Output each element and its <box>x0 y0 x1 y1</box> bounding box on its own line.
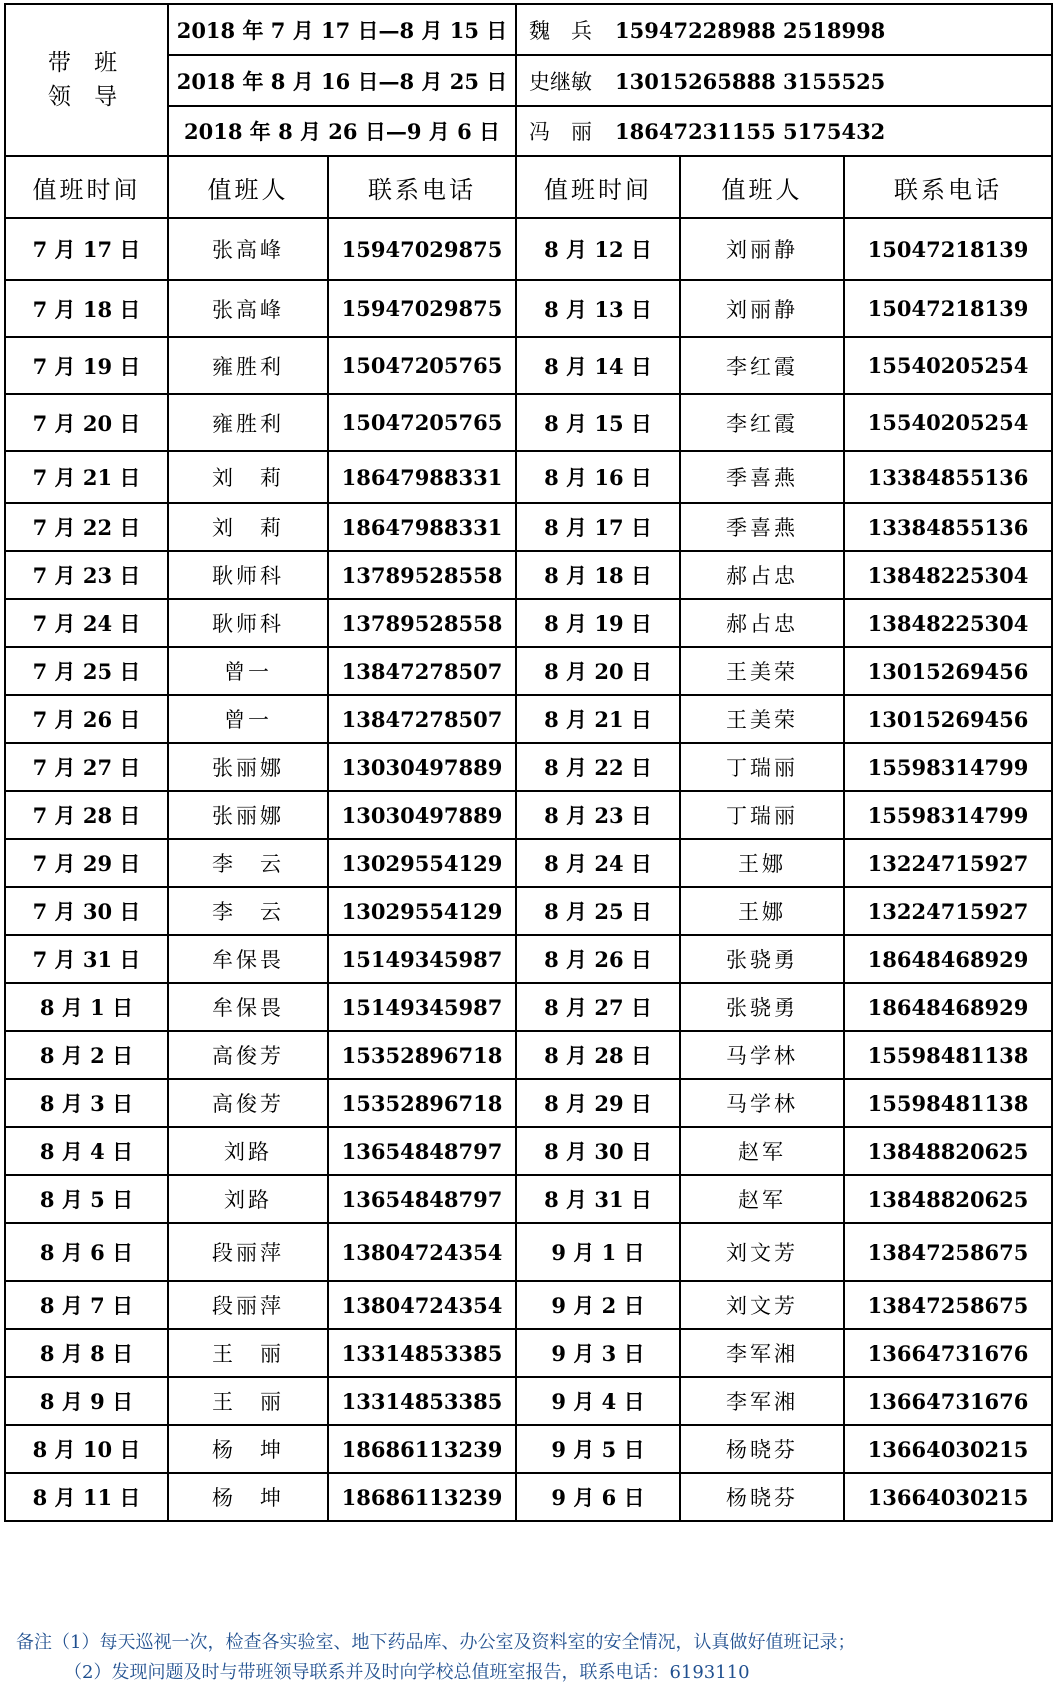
leader-name: 冯 丽 <box>529 120 593 144</box>
header-duty-person: 值班人 <box>680 156 844 218</box>
duty-date-cell: 7 月 27 日 <box>5 743 168 791</box>
phone-cell: 15540205254 <box>844 337 1052 394</box>
leader-office-phone: 2518998 <box>783 17 886 43</box>
phone-cell: 13804724354 <box>328 1223 516 1281</box>
phone-cell: 13029554129 <box>328 887 516 935</box>
phone-cell: 13384855136 <box>844 503 1052 551</box>
leader-name: 魏 兵 <box>529 18 593 43</box>
table-row <box>5 1329 1052 1377</box>
duty-person-cell: 王 丽 <box>168 1377 328 1425</box>
duty-date-cell: 8 月 27 日 <box>516 983 680 1031</box>
duty-date-cell: 8 月 30 日 <box>516 1127 680 1175</box>
leader-row <box>5 4 1052 55</box>
duty-date-cell: 7 月 30 日 <box>5 887 168 935</box>
duty-schedule-sheet <box>4 3 1051 1522</box>
phone-cell: 13848820625 <box>844 1127 1052 1175</box>
duty-person-cell: 耿师科 <box>168 599 328 647</box>
phone-cell: 13664030215 <box>844 1425 1052 1473</box>
duty-person-cell: 曾一 <box>168 695 328 743</box>
table-row <box>5 647 1052 695</box>
duty-person-cell: 张丽娜 <box>168 791 328 839</box>
duty-person-cell: 杨 坤 <box>168 1473 328 1521</box>
duty-person-cell: 李 云 <box>168 839 328 887</box>
leader-info <box>516 106 1052 156</box>
duty-date-cell: 8 月 22 日 <box>516 743 680 791</box>
duty-person-cell: 李红霞 <box>680 337 844 394</box>
duty-date-cell: 8 月 23 日 <box>516 791 680 839</box>
table-row <box>5 695 1052 743</box>
duty-person-cell: 季喜燕 <box>680 503 844 551</box>
phone-cell: 13015269456 <box>844 647 1052 695</box>
phone-cell: 13847258675 <box>844 1281 1052 1329</box>
duty-date-cell: 7 月 26 日 <box>5 695 168 743</box>
leader-office-phone: 3155525 <box>783 68 886 94</box>
duty-date-cell: 7 月 20 日 <box>5 394 168 451</box>
duty-date-cell: 8 月 8 日 <box>5 1329 168 1377</box>
duty-date-cell: 9 月 5 日 <box>516 1425 680 1473</box>
table-row <box>5 1377 1052 1425</box>
phone-cell: 13654848797 <box>328 1127 516 1175</box>
table-row <box>5 791 1052 839</box>
duty-person-cell: 刘路 <box>168 1127 328 1175</box>
duty-person-cell: 张丽娜 <box>168 743 328 791</box>
table-row <box>5 1127 1052 1175</box>
notes <box>16 1628 1046 1688</box>
duty-person-cell: 刘丽静 <box>680 280 844 337</box>
header-duty-date: 值班时间 <box>516 156 680 218</box>
phone-cell: 18647988331 <box>328 503 516 551</box>
phone-cell: 13030497889 <box>328 743 516 791</box>
phone-cell: 18686113239 <box>328 1425 516 1473</box>
note-line-1: 备注（1）每天巡视一次，检查各实验室、地下药品库、办公室及资料室的安全情况，认真做好值班记录； <box>16 1632 856 1653</box>
table-row <box>5 743 1052 791</box>
phone-cell: 13848225304 <box>844 599 1052 647</box>
duty-date-cell: 8 月 18 日 <box>516 551 680 599</box>
phone-cell: 13029554129 <box>328 839 516 887</box>
table-row <box>5 551 1052 599</box>
duty-date-cell: 7 月 25 日 <box>5 647 168 695</box>
duty-person-cell: 马学林 <box>680 1031 844 1079</box>
duty-schedule-table <box>4 3 1053 1522</box>
table-row <box>5 839 1052 887</box>
phone-cell: 18647988331 <box>328 451 516 503</box>
table-row <box>5 887 1052 935</box>
leader-title-line1: 带 班 <box>47 50 126 76</box>
table-row <box>5 1031 1052 1079</box>
duty-person-cell: 刘 莉 <box>168 503 328 551</box>
duty-person-cell: 杨晓芬 <box>680 1473 844 1521</box>
phone-cell: 13847258675 <box>844 1223 1052 1281</box>
duty-date-cell: 8 月 20 日 <box>516 647 680 695</box>
phone-cell: 15047205765 <box>328 394 516 451</box>
phone-cell: 18648468929 <box>844 935 1052 983</box>
header-duty-date: 值班时间 <box>5 156 168 218</box>
table-row <box>5 1223 1052 1281</box>
phone-cell: 13015269456 <box>844 695 1052 743</box>
duty-date-cell: 8 月 15 日 <box>516 394 680 451</box>
table-row <box>5 337 1052 394</box>
header-contact-phone: 联系电话 <box>844 156 1052 218</box>
phone-cell: 13847278507 <box>328 695 516 743</box>
duty-person-cell: 李 云 <box>168 887 328 935</box>
leader-office-phone: 5175432 <box>783 119 886 144</box>
phone-cell: 15047218139 <box>844 280 1052 337</box>
table-row <box>5 1473 1052 1521</box>
duty-person-cell: 王美荣 <box>680 647 844 695</box>
duty-date-cell: 8 月 7 日 <box>5 1281 168 1329</box>
phone-cell: 13384855136 <box>844 451 1052 503</box>
duty-person-cell: 张高峰 <box>168 280 328 337</box>
duty-person-cell: 季喜燕 <box>680 451 844 503</box>
duty-date-cell: 7 月 19 日 <box>5 337 168 394</box>
duty-date-cell: 8 月 3 日 <box>5 1079 168 1127</box>
table-row <box>5 1425 1052 1473</box>
phone-cell: 15598314799 <box>844 743 1052 791</box>
duty-person-cell: 牟保畏 <box>168 935 328 983</box>
duty-person-cell: 段丽萍 <box>168 1281 328 1329</box>
phone-cell: 13789528558 <box>328 551 516 599</box>
phone-cell: 15540205254 <box>844 394 1052 451</box>
duty-date-cell: 7 月 24 日 <box>5 599 168 647</box>
duty-person-cell: 李红霞 <box>680 394 844 451</box>
phone-cell: 13314853385 <box>328 1377 516 1425</box>
phone-cell: 15598481138 <box>844 1079 1052 1127</box>
leader-phone: 13015265888 <box>615 68 776 94</box>
duty-date-cell: 8 月 6 日 <box>5 1223 168 1281</box>
duty-person-cell: 刘文芳 <box>680 1223 844 1281</box>
duty-date-cell: 9 月 3 日 <box>516 1329 680 1377</box>
phone-cell: 15149345987 <box>328 983 516 1031</box>
phone-cell: 13848820625 <box>844 1175 1052 1223</box>
leader-phone: 15947228988 <box>615 17 776 43</box>
phone-cell: 18648468929 <box>844 983 1052 1031</box>
duty-date-cell: 8 月 26 日 <box>516 935 680 983</box>
duty-person-cell: 杨晓芬 <box>680 1425 844 1473</box>
duty-date-cell: 8 月 16 日 <box>516 451 680 503</box>
header-duty-person: 值班人 <box>168 156 328 218</box>
duty-date-cell: 8 月 19 日 <box>516 599 680 647</box>
duty-person-cell: 曾一 <box>168 647 328 695</box>
duty-date-cell: 8 月 1 日 <box>5 983 168 1031</box>
leader-info <box>516 4 1052 55</box>
duty-person-cell: 李军湘 <box>680 1377 844 1425</box>
duty-date-cell: 9 月 4 日 <box>516 1377 680 1425</box>
duty-date-cell: 8 月 24 日 <box>516 839 680 887</box>
duty-date-cell: 8 月 4 日 <box>5 1127 168 1175</box>
table-row <box>5 1175 1052 1223</box>
duty-date-cell: 7 月 29 日 <box>5 839 168 887</box>
phone-cell: 13224715927 <box>844 839 1052 887</box>
duty-person-cell: 刘丽静 <box>680 218 844 280</box>
leader-phone: 18647231155 <box>615 119 776 144</box>
duty-person-cell: 马学林 <box>680 1079 844 1127</box>
duty-date-cell: 7 月 22 日 <box>5 503 168 551</box>
duty-date-cell: 8 月 29 日 <box>516 1079 680 1127</box>
phone-cell: 13654848797 <box>328 1175 516 1223</box>
leader-title-line2: 领 导 <box>47 84 126 110</box>
duty-person-cell: 丁瑞丽 <box>680 791 844 839</box>
duty-person-cell: 雍胜利 <box>168 394 328 451</box>
table-row <box>5 451 1052 503</box>
duty-date-cell: 8 月 12 日 <box>516 218 680 280</box>
duty-person-cell: 郝占忠 <box>680 599 844 647</box>
duty-person-cell: 耿师科 <box>168 551 328 599</box>
duty-date-cell: 7 月 31 日 <box>5 935 168 983</box>
duty-person-cell: 王娜 <box>680 887 844 935</box>
phone-cell: 15352896718 <box>328 1031 516 1079</box>
duty-date-cell: 9 月 1 日 <box>516 1223 680 1281</box>
duty-person-cell: 张高峰 <box>168 218 328 280</box>
duty-date-cell: 7 月 21 日 <box>5 451 168 503</box>
phone-cell: 15352896718 <box>328 1079 516 1127</box>
duty-date-cell: 7 月 23 日 <box>5 551 168 599</box>
duty-person-cell: 高俊芳 <box>168 1031 328 1079</box>
table-row <box>5 280 1052 337</box>
table-row <box>5 1079 1052 1127</box>
duty-date-cell: 8 月 9 日 <box>5 1377 168 1425</box>
duty-person-cell: 赵军 <box>680 1127 844 1175</box>
phone-cell: 13804724354 <box>328 1281 516 1329</box>
duty-person-cell: 张骁勇 <box>680 935 844 983</box>
table-row <box>5 1281 1052 1329</box>
phone-cell: 18686113239 <box>328 1473 516 1521</box>
duty-person-cell: 刘路 <box>168 1175 328 1223</box>
phone-cell: 13664731676 <box>844 1377 1052 1425</box>
duty-person-cell: 郝占忠 <box>680 551 844 599</box>
duty-person-cell: 王美荣 <box>680 695 844 743</box>
note-line-2: （2）发现问题及时与带班领导联系并及时向学校总值班室报告，联系电话：6193110 <box>64 1662 750 1683</box>
duty-date-cell: 8 月 5 日 <box>5 1175 168 1223</box>
phone-cell: 13314853385 <box>328 1329 516 1377</box>
duty-date-cell: 9 月 2 日 <box>516 1281 680 1329</box>
duty-date-cell: 8 月 31 日 <box>516 1175 680 1223</box>
phone-cell: 15947029875 <box>328 280 516 337</box>
phone-cell: 13664030215 <box>844 1473 1052 1521</box>
duty-person-cell: 高俊芳 <box>168 1079 328 1127</box>
duty-person-cell: 李军湘 <box>680 1329 844 1377</box>
phone-cell: 13030497889 <box>328 791 516 839</box>
duty-date-cell: 7 月 28 日 <box>5 791 168 839</box>
duty-person-cell: 张骁勇 <box>680 983 844 1031</box>
phone-cell: 15149345987 <box>328 935 516 983</box>
phone-cell: 15047218139 <box>844 218 1052 280</box>
duty-date-cell: 7 月 18 日 <box>5 280 168 337</box>
duty-date-cell: 8 月 17 日 <box>516 503 680 551</box>
duty-date-cell: 8 月 28 日 <box>516 1031 680 1079</box>
phone-cell: 13224715927 <box>844 887 1052 935</box>
duty-date-cell: 8 月 2 日 <box>5 1031 168 1079</box>
duty-person-cell: 王娜 <box>680 839 844 887</box>
phone-cell: 13789528558 <box>328 599 516 647</box>
column-header-row <box>5 156 1052 218</box>
duty-person-cell: 牟保畏 <box>168 983 328 1031</box>
duty-person-cell: 丁瑞丽 <box>680 743 844 791</box>
duty-date-cell: 8 月 13 日 <box>516 280 680 337</box>
table-row <box>5 935 1052 983</box>
phone-cell: 15598314799 <box>844 791 1052 839</box>
duty-person-cell: 刘文芳 <box>680 1281 844 1329</box>
phone-cell: 15947029875 <box>328 218 516 280</box>
duty-person-cell: 雍胜利 <box>168 337 328 394</box>
duty-person-cell: 刘 莉 <box>168 451 328 503</box>
leader-period: 2018 年 8 月 26 日—9 月 6 日 <box>168 106 516 156</box>
header-contact-phone: 联系电话 <box>328 156 516 218</box>
duty-date-cell: 8 月 25 日 <box>516 887 680 935</box>
leader-title-cell <box>5 4 168 156</box>
leader-period: 2018 年 8 月 16 日—8 月 25 日 <box>168 55 516 106</box>
table-row <box>5 218 1052 280</box>
duty-date-cell: 8 月 14 日 <box>516 337 680 394</box>
phone-cell: 13848225304 <box>844 551 1052 599</box>
duty-person-cell: 杨 坤 <box>168 1425 328 1473</box>
leader-info <box>516 55 1052 106</box>
phone-cell: 15598481138 <box>844 1031 1052 1079</box>
duty-person-cell: 段丽萍 <box>168 1223 328 1281</box>
duty-person-cell: 王 丽 <box>168 1329 328 1377</box>
duty-date-cell: 9 月 6 日 <box>516 1473 680 1521</box>
duty-date-cell: 8 月 11 日 <box>5 1473 168 1521</box>
phone-cell: 13664731676 <box>844 1329 1052 1377</box>
duty-date-cell: 8 月 21 日 <box>516 695 680 743</box>
table-row <box>5 394 1052 451</box>
leader-period: 2018 年 7 月 17 日—8 月 15 日 <box>168 4 516 55</box>
leader-name: 史继敏 <box>529 69 593 94</box>
phone-cell: 15047205765 <box>328 337 516 394</box>
phone-cell: 13847278507 <box>328 647 516 695</box>
duty-person-cell: 赵军 <box>680 1175 844 1223</box>
table-row <box>5 983 1052 1031</box>
duty-date-cell: 8 月 10 日 <box>5 1425 168 1473</box>
duty-date-cell: 7 月 17 日 <box>5 218 168 280</box>
table-row <box>5 599 1052 647</box>
table-row <box>5 503 1052 551</box>
